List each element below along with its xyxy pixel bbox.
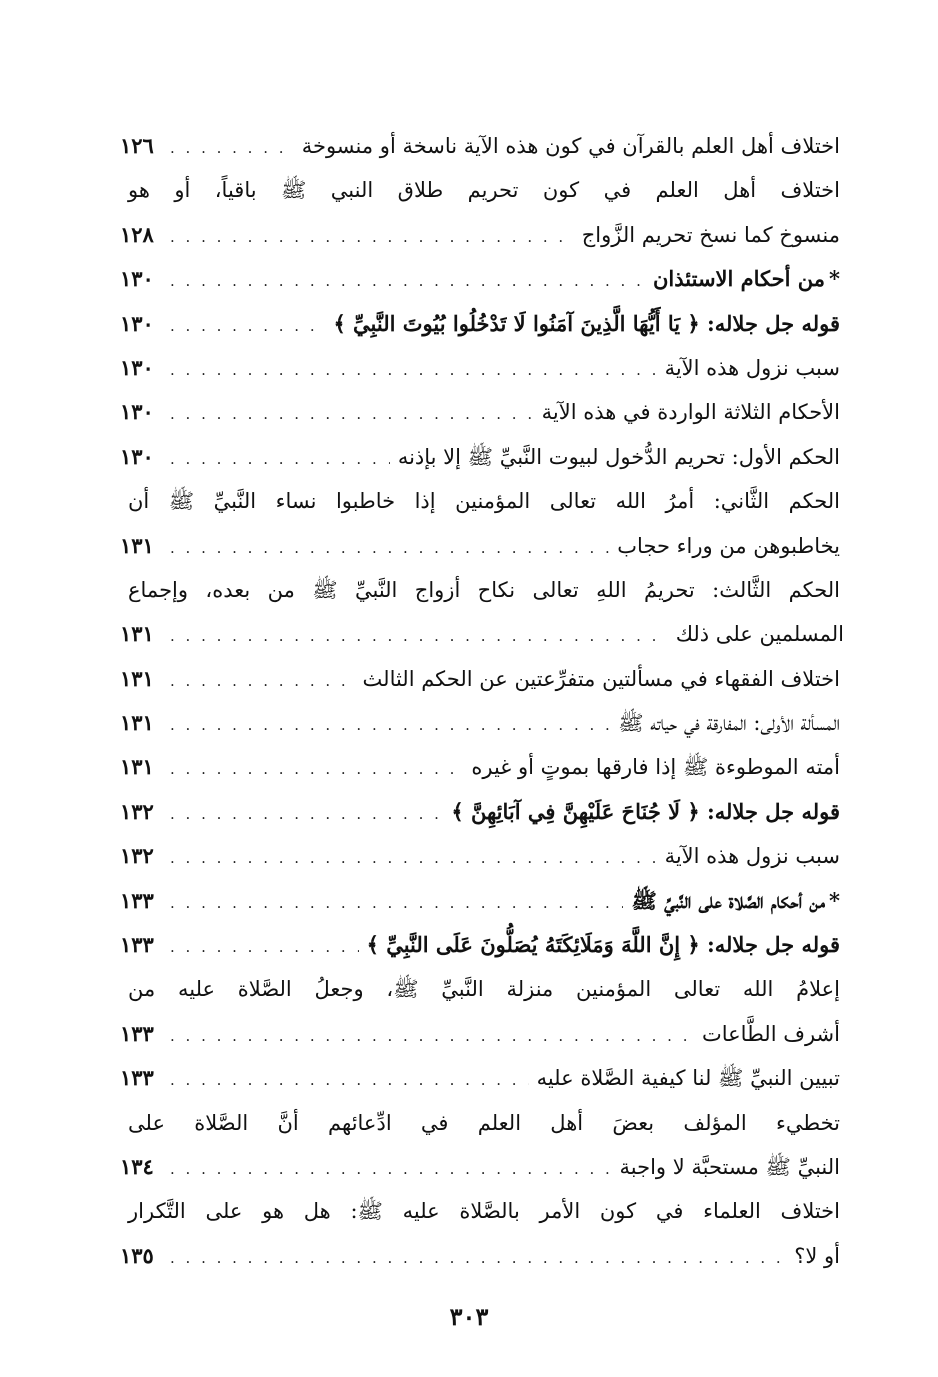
- entry-title: اختلاف العلماء في كون الأمر بالصَّلاة عليه ﷺ: هل هو على التَّكرار: [128, 1199, 840, 1224]
- toc-entry: [120, 213, 840, 257]
- toc-entry: [120, 124, 840, 168]
- leader-dots: [170, 747, 463, 791]
- entry-title: الحكم الأول: تحريم الدُّخول لبيوت النَّبيِّ ﷺ إلا بإذنه: [397, 444, 840, 469]
- entry-title: من أحكام الصَّلاة على النَّبيِّ ﷺ: [631, 887, 826, 913]
- toc-entry: [120, 967, 840, 1011]
- toc-entry: [120, 923, 840, 967]
- entry-title: سبب نزول هذه الآية: [664, 844, 840, 869]
- page-number: ١٣٣: [120, 1020, 154, 1046]
- page-number: ١٣٣: [120, 887, 154, 913]
- toc-entry: [120, 302, 840, 346]
- page-number: ١٣٠: [120, 399, 154, 425]
- table-of-contents: [120, 124, 844, 1278]
- entry-title: المسألة الأولى: المفارقة في حياته ﷺ: [618, 711, 840, 736]
- entry-title: اختلاف الفقهاء في مسألتين متفرِّعتين عن الحكم الثالث: [362, 666, 840, 691]
- leader-dots: [170, 925, 359, 969]
- toc-entry: [120, 435, 840, 479]
- toc-entry: [120, 745, 840, 789]
- leader-dots: [170, 881, 623, 925]
- toc-entry: [120, 1234, 840, 1278]
- leader-dots: [170, 348, 657, 392]
- entry-title: النبيِّ ﷺ مستحبَّة لا واجبة: [619, 1154, 840, 1179]
- entry-title: إعلامُ الله تعالى المؤمنين منزلة النَّبيِّ ﷺ، وجعلُ الصَّلاة عليه من: [128, 977, 840, 1002]
- entry-title: تبيين النبيِّ ﷺ لنا كيفية الصَّلاة عليه: [536, 1066, 840, 1091]
- page-number: ١٣٤: [120, 1153, 154, 1179]
- entry-title: أو لا؟: [794, 1243, 840, 1268]
- page-number: ١٣٠: [120, 354, 154, 380]
- entry-title: تخطيء المؤلف بعضَ أهل العلم في ادِّعائهم أنَّ الصَّلاة على: [128, 1110, 840, 1135]
- entry-title: قوله جل جلاله: ﴿ يَا أَيُّهَا الَّذِينَ آمَنُوا لَا تَدْخُلُوا بُيُوتَ النَّبِيِّ ﴾: [333, 310, 840, 336]
- entry-title: الحكم الثَّاني: أمرُ الله تعالى المؤمنين إذا خاطبوا نساء النَّبيِّ ﷺ أن: [128, 489, 840, 514]
- leader-dots: [170, 1014, 694, 1058]
- leader-dots: [170, 614, 668, 658]
- entry-title: المسلمين على ذلك: [675, 622, 844, 647]
- entry-title: اختلاف أهل العلم في كون تحريم طلاق النبي ﷺ باقياً، أو هو: [128, 178, 840, 203]
- page-number: ١٣٥: [120, 1242, 154, 1268]
- leader-dots: [170, 304, 325, 348]
- leader-dots: [170, 1236, 786, 1280]
- entry-title: الأحكام الثلاثة الواردة في هذه الآية: [541, 400, 840, 425]
- page-number: ١٢٨: [120, 221, 154, 247]
- page-number: ١٣١: [120, 710, 154, 736]
- page-number: ١٣١: [120, 621, 154, 647]
- asterisk-marker: *: [829, 266, 840, 292]
- leader-dots: [170, 1058, 529, 1102]
- page-number: ١٣٠: [120, 443, 154, 469]
- toc-entry: [120, 168, 840, 212]
- leader-dots: [170, 703, 610, 747]
- page-folio-number: ٣٠٣: [449, 1302, 489, 1331]
- toc-entry: [120, 1012, 840, 1056]
- page-number: ١٣٣: [120, 932, 154, 958]
- entry-title: سبب نزول هذه الآية: [664, 355, 840, 380]
- page-number: ١٣٠: [120, 266, 154, 292]
- toc-entry: [120, 568, 840, 612]
- toc-entry: [120, 1145, 840, 1189]
- page-number: ١٣١: [120, 665, 154, 691]
- entry-title: الحكم الثَّالث: تحريمُ اللهِ تعالى نكاح أزواج النَّبيِّ ﷺ من بعده، وإجماع: [128, 577, 840, 602]
- page-number: ١٣٢: [120, 798, 154, 824]
- leader-dots: [170, 126, 294, 170]
- leader-dots: [170, 659, 355, 703]
- toc-entry: [120, 1056, 840, 1100]
- leader-dots: [170, 215, 574, 259]
- toc-section-heading: [120, 879, 840, 923]
- toc-entry: [120, 479, 840, 523]
- toc-entry: [120, 1101, 840, 1145]
- entry-title: اختلاف أهل العلم بالقرآن في كون هذه الآية ناسخة أو منسوخة: [301, 134, 840, 158]
- toc-entry: [120, 1189, 840, 1233]
- entry-title: أمته الموطوءة ﷺ إذا فارقها بموتٍ أو غيره: [471, 755, 840, 780]
- page-number: ١٣٠: [120, 310, 154, 336]
- toc-entry: [120, 612, 844, 656]
- leader-dots: [170, 392, 534, 436]
- page-number: ١٣١: [120, 754, 154, 780]
- leader-dots: [170, 1147, 612, 1191]
- toc-entry: [120, 790, 840, 834]
- entry-title: يخاطبوهن من وراء حجاب: [617, 533, 840, 558]
- page-number: ١٣٣: [120, 1065, 154, 1091]
- leader-dots: [170, 437, 390, 481]
- page-number: ١٣١: [120, 532, 154, 558]
- page-number: ١٣٢: [120, 843, 154, 869]
- leader-dots: [170, 792, 443, 836]
- entry-title: منسوخ كما نسخ تحريم الزَّواج: [581, 222, 840, 247]
- entry-title: قوله جل جلاله: ﴿ لَا جُنَاحَ عَلَيْهِنَّ فِي آبَائِهِنَّ ﴾: [451, 798, 840, 824]
- entry-title: أشرف الطَّاعات: [701, 1021, 840, 1046]
- page-number: ١٢٦: [120, 133, 154, 158]
- entry-title: قوله جل جلاله: ﴿ إِنَّ اللَّهَ وَمَلَائِكَتَهُ يُصَلُّونَ عَلَى النَّبِيِّ ﴾: [366, 932, 840, 958]
- leader-dots: [170, 836, 657, 880]
- leader-dots: [170, 526, 609, 570]
- leader-dots: [170, 259, 645, 303]
- toc-entry: [120, 346, 840, 390]
- toc-section-heading: [120, 257, 840, 301]
- toc-entry: [120, 834, 840, 878]
- toc-entry: [120, 390, 840, 434]
- toc-entry: [120, 657, 840, 701]
- toc-entry: [120, 524, 840, 568]
- entry-title: من أحكام الاستئذان: [652, 266, 826, 292]
- asterisk-marker: *: [829, 887, 840, 913]
- toc-entry: [120, 701, 840, 745]
